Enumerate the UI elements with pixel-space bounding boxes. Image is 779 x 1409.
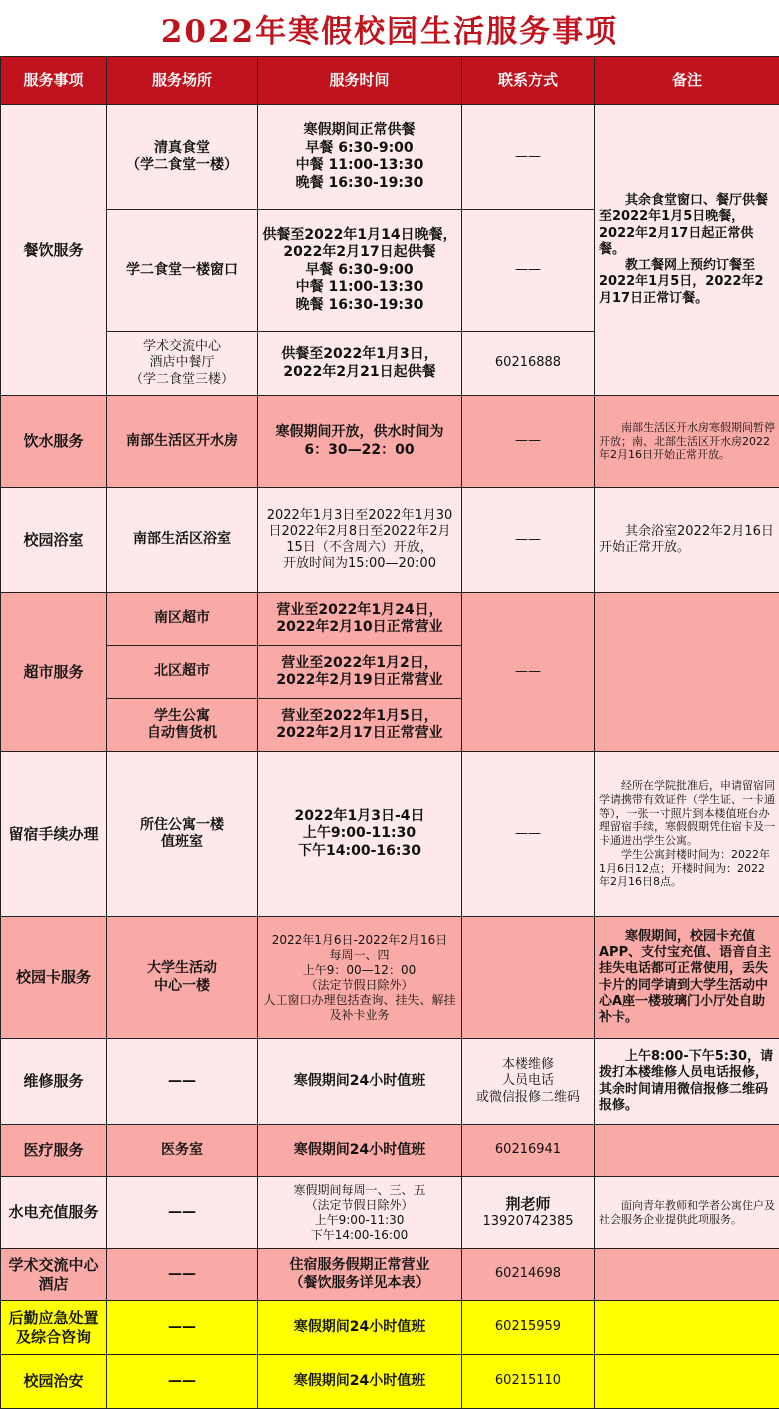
dining-place-1: 清真食堂 （学二食堂一楼）: [107, 105, 258, 210]
dining-place-3: 学术交流中心 酒店中餐厅 （学二食堂三楼）: [107, 332, 258, 396]
dining-time-3: 供餐至2022年1月3日， 2022年2月21日起供餐: [258, 332, 462, 396]
stay-contact: ——: [462, 752, 595, 917]
emergency-note: [595, 1301, 779, 1355]
table-row: [1, 1249, 779, 1301]
emergency-time: 寒假期间24小时值班: [258, 1301, 462, 1355]
repair-note: 上午8:00-下午5:30，请拨打本楼维修人员电话报修，其余时间请用微信报修二维码报修。: [595, 1039, 779, 1125]
header-time: 服务时间: [258, 57, 462, 105]
table-row: [1, 752, 779, 917]
market-time-2: 营业至2022年1月2日， 2022年2月19日正常营业: [258, 646, 462, 699]
medical-time: 寒假期间24小时值班: [258, 1125, 462, 1177]
table-row: [1, 1177, 779, 1249]
dining-contact-3: 60216888: [462, 332, 595, 396]
header-place: 服务场所: [107, 57, 258, 105]
security-time: 寒假期间24小时值班: [258, 1355, 462, 1409]
water-category: 饮水服务: [1, 396, 107, 488]
market-place-2: 北区超市: [107, 646, 258, 699]
table-row: [1, 1125, 779, 1177]
security-category: 校园治安: [1, 1355, 107, 1409]
repair-time: 寒假期间24小时值班: [258, 1039, 462, 1125]
bath-contact: ——: [462, 488, 595, 593]
dining-time-2: 供餐至2022年1月14日晚餐，2022年2月17日起供餐 早餐 6:30-9:00 中餐 11:00-13:30 晚餐 16:30-19:30: [258, 210, 462, 332]
repair-category: 维修服务: [1, 1039, 107, 1125]
hotel-category: 学术交流中心 酒店: [1, 1249, 107, 1301]
security-note: [595, 1355, 779, 1409]
security-contact: 60215110: [462, 1355, 595, 1409]
stay-place: 所住公寓一楼 值班室: [107, 752, 258, 917]
card-note: 寒假期间，校园卡充值APP、支付宝充值、语音自主挂失电话都可正常使用，丢失卡片的同学请到大学生活动中心A座一楼玻璃门小厅处自助补卡。: [595, 917, 779, 1039]
emergency-category: 后勤应急处置 及综合咨询: [1, 1301, 107, 1355]
header-note: 备注: [595, 57, 779, 105]
dining-contact-1: ——: [462, 105, 595, 210]
dining-place-2: 学二食堂一楼窗口: [107, 210, 258, 332]
utility-contact: 荆老师 13920742385: [462, 1177, 595, 1249]
medical-category: 医疗服务: [1, 1125, 107, 1177]
hotel-time: 住宿服务假期正常营业 （餐饮服务详见本表）: [258, 1249, 462, 1301]
card-contact: [462, 917, 595, 1039]
dining-time-1: 寒假期间正常供餐 早餐 6:30-9:00 中餐 11:00-13:30 晚餐 16:30-19:30: [258, 105, 462, 210]
water-note: 南部生活区开水房寒假期间暂停开放；南、北部生活区开水房2022年2月16日开始正常开放。: [595, 396, 779, 488]
security-place: ——: [107, 1355, 258, 1409]
water-place: 南部生活区开水房: [107, 396, 258, 488]
stay-time: 2022年1月3日-4日 上午9:00-11:30 下午14:00-16:30: [258, 752, 462, 917]
medical-contact: 60216941: [462, 1125, 595, 1177]
dining-note: 其余食堂窗口、餐厅供餐至2022年1月5日晚餐，2022年2月17日起正常供餐。 教工餐网上预约订餐至2022年1月5日，2022年2月17日正常订餐。: [595, 105, 779, 396]
page-title: 2022年寒假校园生活服务事项: [0, 0, 779, 56]
hotel-place: ——: [107, 1249, 258, 1301]
card-category: 校园卡服务: [1, 917, 107, 1039]
header-item: 服务事项: [1, 57, 107, 105]
medical-note: [595, 1125, 779, 1177]
table-row: [1, 488, 779, 593]
stay-note: 经所在学院批准后，申请留宿同学请携带有效证件（学生证、一卡通等），一张一寸照片到本楼值班台办理留宿手续，寒假假期凭住宿卡及一卡通进出学生公寓。 学生公寓封楼时间为：2022年1月6日12点；开楼时间为：2022年2月16日8点。: [595, 752, 779, 917]
utility-place: ——: [107, 1177, 258, 1249]
card-place: 大学生活动 中心一楼: [107, 917, 258, 1039]
water-time: 寒假期间开放，供水时间为 6：30—22：00: [258, 396, 462, 488]
table-row: [1, 593, 779, 646]
market-place-3: 学生公寓 自动售货机: [107, 699, 258, 752]
bath-place: 南部生活区浴室: [107, 488, 258, 593]
market-time-1: 营业至2022年1月24日， 2022年2月10日正常营业: [258, 593, 462, 646]
market-contact: ——: [462, 593, 595, 752]
table-row: [1, 917, 779, 1039]
emergency-place: ——: [107, 1301, 258, 1355]
utility-time: 寒假期间每周一、三、五 （法定节假日除外） 上午9:00-11:30 下午14:00-16:00: [258, 1177, 462, 1249]
table-row: [1, 1355, 779, 1409]
hotel-note: [595, 1249, 779, 1301]
hotel-contact: 60214698: [462, 1249, 595, 1301]
dining-category: 餐饮服务: [1, 105, 107, 396]
bath-time: 2022年1月3日至2022年1月30日2022年2月8日至2022年2月15日（不含周六）开放， 开放时间为15:00—20:00: [258, 488, 462, 593]
market-time-3: 营业至2022年1月5日， 2022年2月17日正常营业: [258, 699, 462, 752]
utility-note: 面向青年教师和学者公寓住户及社会服务企业提供此项服务。: [595, 1177, 779, 1249]
card-time: 2022年1月6日-2022年2月16日 每周一、四 上午9：00—12：00 （法定节假日除外） 人工窗口办理包括查询、挂失、解挂及补卡业务: [258, 917, 462, 1039]
utility-category: 水电充值服务: [1, 1177, 107, 1249]
table-row: [1, 1039, 779, 1125]
header-contact: 联系方式: [462, 57, 595, 105]
services-table: [0, 56, 779, 1409]
water-contact: ——: [462, 396, 595, 488]
table-row: [1, 1301, 779, 1355]
market-category: 超市服务: [1, 593, 107, 752]
header-row: [1, 57, 779, 105]
medical-place: 医务室: [107, 1125, 258, 1177]
bath-category: 校园浴室: [1, 488, 107, 593]
dining-contact-2: ——: [462, 210, 595, 332]
bath-note: 其余浴室2022年2月16日开始正常开放。: [595, 488, 779, 593]
repair-place: ——: [107, 1039, 258, 1125]
table-row: [1, 396, 779, 488]
market-note: [595, 593, 779, 752]
emergency-contact: 60215959: [462, 1301, 595, 1355]
table-row: [1, 105, 779, 210]
repair-contact: 本楼维修 人员电话 或微信报修二维码: [462, 1039, 595, 1125]
market-place-1: 南区超市: [107, 593, 258, 646]
stay-category: 留宿手续办理: [1, 752, 107, 917]
